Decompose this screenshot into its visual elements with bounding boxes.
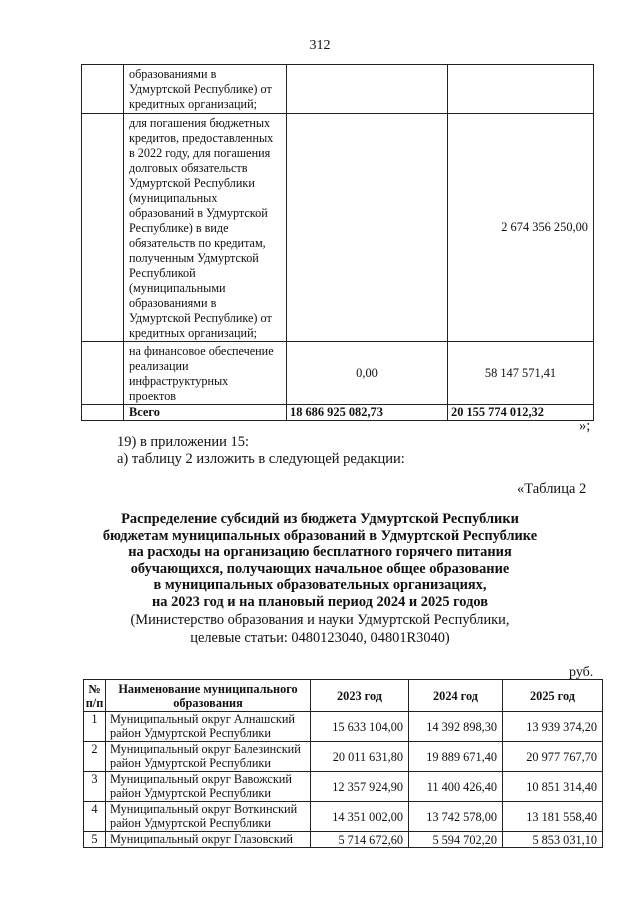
table-cell-2024: 58 147 571,41	[448, 342, 594, 405]
table-cell-text: для погашения бюджетных кредитов, предоставленных в 2022 году, для погашения долговых обязательств Удмуртской Республики (муниципальных образований в Удмуртской Республике) в виде обязательств по кредитам, полученным Удмуртской Республикой (муниципальными образованиями в Удмуртской Республике) от кредитных организаций;	[124, 114, 287, 342]
table-row	[84, 742, 603, 772]
table-cell	[82, 65, 124, 114]
row-number: 1	[84, 712, 106, 742]
row-name: Муниципальный округ Глазовский	[106, 832, 311, 848]
table-cell	[82, 342, 124, 405]
row-number: 3	[84, 772, 106, 802]
row-number: 4	[84, 802, 106, 832]
header-2025: 2025 год	[503, 680, 603, 712]
table-row	[82, 65, 594, 114]
row-name: Муниципальный округ Вавожский район Удмуртской Республики	[106, 772, 311, 802]
header-2023: 2023 год	[311, 680, 409, 712]
table-cell-2023	[287, 114, 448, 342]
table-cell-text: образованиями в Удмуртской Республике) от кредитных организаций;	[124, 65, 287, 114]
row-2025: 5 853 031,10	[503, 832, 603, 848]
row-number: 5	[84, 832, 106, 848]
table-caption: «Таблица 2	[517, 481, 587, 497]
row-2023: 15 633 104,00	[311, 712, 409, 742]
header-number: № п/п	[84, 680, 106, 712]
row-number: 2	[84, 742, 106, 772]
row-2024: 14 392 898,30	[409, 712, 503, 742]
row-2025: 10 851 314,40	[503, 772, 603, 802]
table-subtitle: (Министерство образования и науки Удмуртской Республики, целевые статьи: 0480123040, 04801R3040)	[130, 612, 510, 646]
table-cell	[82, 405, 124, 421]
table-row	[84, 712, 603, 742]
table-cell-2024	[448, 65, 594, 114]
paragraph-19: 19) в приложении 15:	[117, 434, 250, 450]
row-name: Муниципальный округ Воткинский район Удмуртской Республики	[106, 802, 311, 832]
table-row	[82, 114, 594, 342]
row-2024: 13 742 578,00	[409, 802, 503, 832]
row-2024: 11 400 426,40	[409, 772, 503, 802]
table-row-total	[82, 405, 594, 421]
table-row	[84, 772, 603, 802]
table-cell-2024: 2 674 356 250,00	[448, 114, 594, 342]
table-row	[84, 802, 603, 832]
row-2023: 5 714 672,60	[311, 832, 409, 848]
total-2024: 20 155 774 012,32	[448, 405, 594, 421]
row-2023: 20 011 631,80	[311, 742, 409, 772]
row-2023: 12 357 924,90	[311, 772, 409, 802]
header-name: Наименование муниципального образования	[106, 680, 311, 712]
row-name: Муниципальный округ Алнашский район Удмуртской Республики	[106, 712, 311, 742]
total-2023: 18 686 925 082,73	[287, 405, 448, 421]
currency-label: руб.	[569, 665, 594, 680]
previous-table	[81, 64, 594, 421]
header-2024: 2024 год	[409, 680, 503, 712]
table-header-row	[84, 680, 603, 712]
table-row	[82, 342, 594, 405]
closing-quote: »;	[579, 418, 591, 434]
table-cell-2023: 0,00	[287, 342, 448, 405]
paragraph-a: а) таблицу 2 изложить в следующей редакции:	[117, 451, 405, 467]
row-2025: 13 939 374,20	[503, 712, 603, 742]
row-2023: 14 351 002,00	[311, 802, 409, 832]
subsidy-table	[83, 679, 603, 848]
table-title: Распределение субсидий из бюджета Удмуртской Республики бюджетам муниципальных образований в Удмуртской Республике на расходы на организацию бесплатного горячего питания обучающихся, получающих начальное общее образование в муниципальных образовательных организациях, на 2023 год и на плановый период 2024 и 2025 годов	[102, 511, 538, 610]
table-cell	[82, 114, 124, 342]
page-number: 312	[309, 38, 331, 53]
row-2025: 20 977 767,70	[503, 742, 603, 772]
table-row	[84, 832, 603, 848]
row-2024: 19 889 671,40	[409, 742, 503, 772]
row-2024: 5 594 702,20	[409, 832, 503, 848]
table-cell-text: на финансовое обеспечение реализации инфраструктурных проектов	[124, 342, 287, 405]
row-name: Муниципальный округ Балезинский район Удмуртской Республики	[106, 742, 311, 772]
total-label: Всего	[124, 405, 287, 421]
table-cell-2023	[287, 65, 448, 114]
row-2025: 13 181 558,40	[503, 802, 603, 832]
